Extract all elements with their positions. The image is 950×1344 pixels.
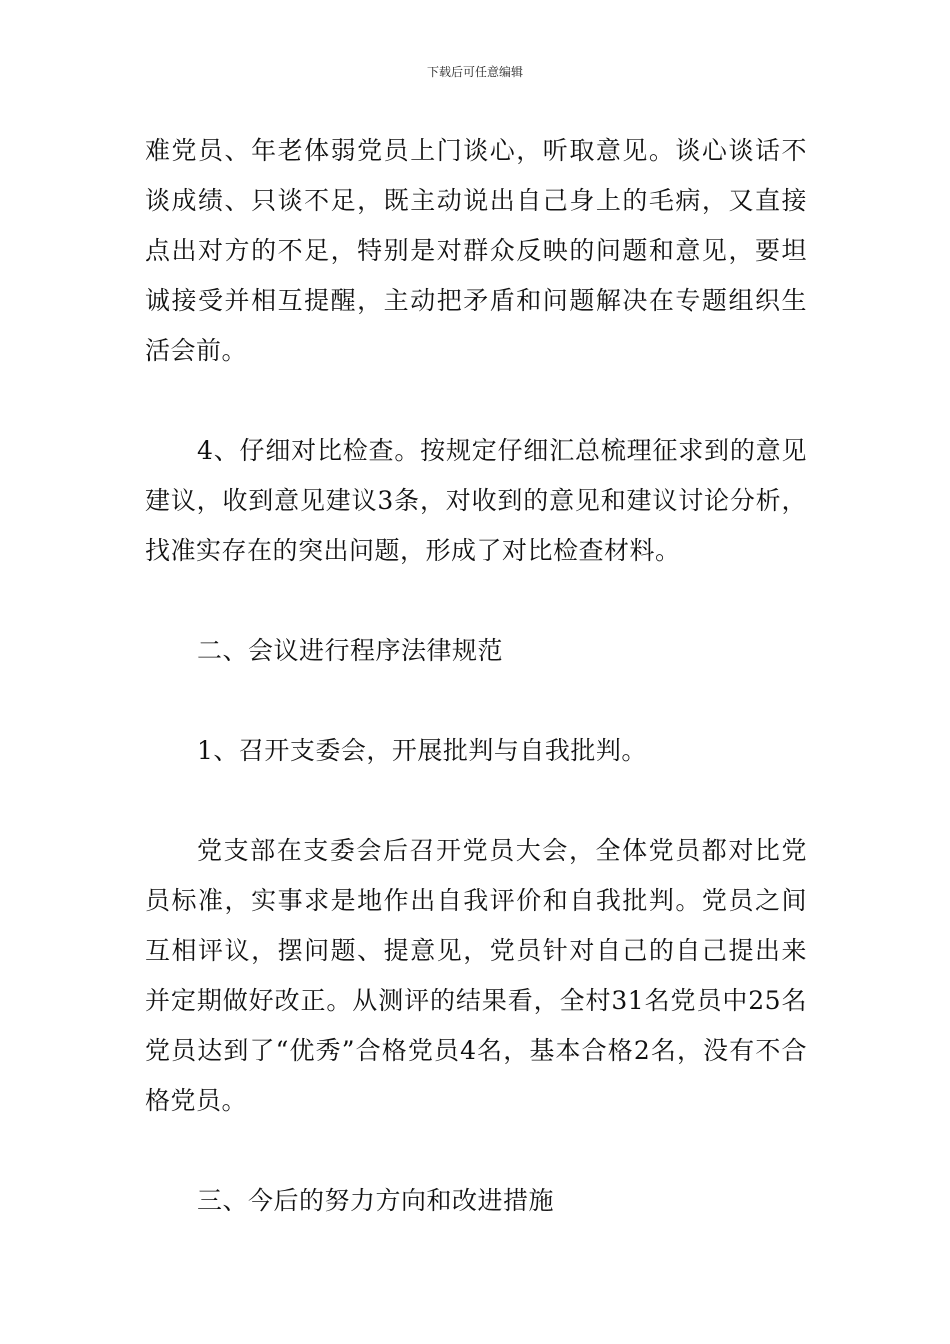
document-body (145, 126, 807, 1226)
paragraph-gap (145, 676, 807, 726)
page-header: 下载后可任意编辑 (426, 65, 523, 79)
paragraph-item-4: 4、仔细对比检查。按规定仔细汇总梳理征求到的意见建议，收到意见建议3条，对收到的意见和建议讨论分析，找准实存在的突出问题，形成了对比检查材料。 (145, 436, 807, 565)
paragraph-continuation: 难党员、年老体弱党员上门谈心，听取意见。谈心谈话不谈成绩、只谈不足，既主动说出自己身上的毛病，又直接点出对方的不足，特别是对群众反映的问题和意见，要坦诚接受并相互提醒，主动把矛盾和问题解决在专题组织生活会前。 (145, 136, 807, 365)
paragraph-gap (145, 1126, 807, 1176)
paragraph-item-1: 1、召开支委会，开展批判与自我批判。 (197, 736, 647, 765)
paragraph-gap (145, 576, 807, 626)
section-heading-3: 三、今后的努力方向和改进措施 (197, 1186, 555, 1215)
paragraph-gap (145, 776, 807, 826)
paragraph-meeting: 党支部在支委会后召开党员大会，全体党员都对比党员标准，实事求是地作出自我评价和自我批判。党员之间互相评议，摆问题、提意见，党员针对自己的自己提出来并定期做好改正。从测评的结果看，全村31名党员中25名党员达到了“优秀”合格党员4名，基本合格2名，没有不合格党员。 (145, 836, 807, 1115)
section-heading-2: 二、会议进行程序法律规范 (197, 636, 504, 665)
paragraph-gap (145, 376, 807, 426)
